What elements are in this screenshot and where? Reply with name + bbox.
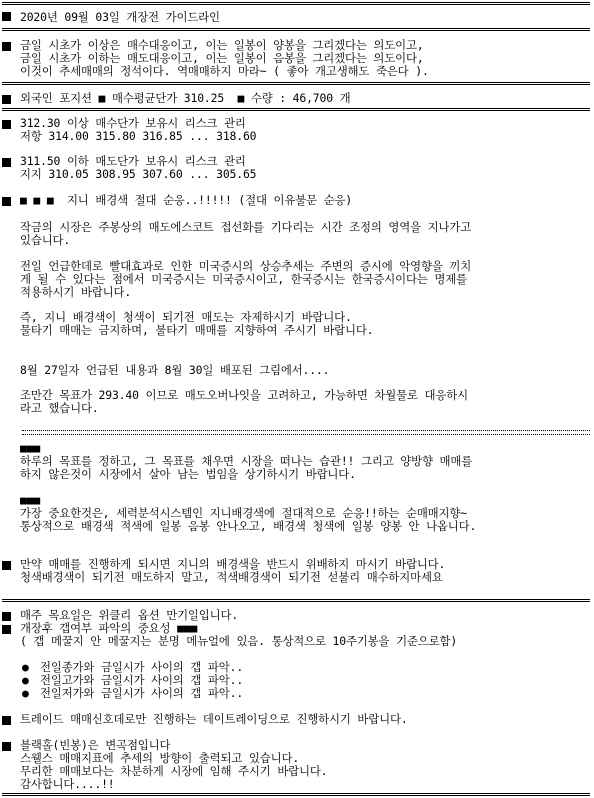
dotted-rule (22, 430, 590, 431)
title-bullet (2, 12, 15, 23)
text-line: 312.30 이상 매수단가 보유시 리스크 관리 (20, 116, 246, 130)
section-bullet (2, 561, 15, 572)
text-line: 물타기 매매는 금지하며, 불타기 매매를 지향하여 주시기 바랍니다. (20, 323, 374, 337)
text-line: 라고 했습니다. (20, 401, 99, 415)
double-rule (2, 599, 590, 602)
text-line: 하루의 목표를 정하고, 그 목표를 채우면 시장을 떠나는 습관!! 그리고 양방향 매매를 (20, 454, 473, 468)
text-line: 이것이 추세매매의 정석이다. 역매매하지 마라~ ( 좋아 개고생해도 죽은다 ). (20, 64, 429, 78)
circle-bullet: ● (22, 673, 29, 687)
section-bullet (2, 158, 15, 169)
text-line: 지지 310.05 308.95 307.60 ... 305.65 (20, 167, 257, 181)
double-rule (2, 82, 590, 85)
text-line: 개장후 갭여부 파악의 중요성 ■■■ (20, 621, 198, 635)
text-line: 외국인 포지션 ■ 매수평균단가 310.25 ■ 수량 : 46,700 개 (20, 91, 351, 105)
text-line: 작금의 시장은 주봉상의 매도에스코트 접선화를 기다리는 시간 조정의 영역을 지나가고 (20, 220, 472, 234)
text-line: 만약 매매를 진행하게 되시면 지니의 배경색을 반드시 위배하지 마시기 바랍니다. (20, 557, 446, 571)
text-line: ■ ■ ■ 지니 배경색 절대 순응..!!!!! (절대 이유불문 순응) (20, 193, 353, 207)
text-line: 스웰스 매매지표에 추세의 방향이 출력되고 있습니다. (20, 751, 300, 765)
text-line: 트레이드 매매신호데로만 진행하는 데이트레이딩으로 진행하시기 바랍니다. (20, 712, 408, 726)
title-double-rule (2, 28, 590, 31)
section-bullet (2, 197, 15, 208)
text-line: 무리한 매매보다는 차분하게 시장에 임해 주시기 바랍니다. (20, 764, 328, 778)
text-line: ( 갭 메꿀지 안 메꿀지는 분명 메뉴얼에 있음. 통상적으로 10주기봉을 기준으로함) (20, 634, 458, 648)
text-line: 전일고가와 금일시가 사이의 갭 파악.. (40, 673, 244, 687)
text-line: 하지 않은것이 시장에서 살아 남는 법임을 상기하시기 바랍니다. (20, 467, 356, 481)
section-bullet (2, 716, 15, 727)
page-title: 2020년 09월 03일 개장전 가이드라인 (20, 10, 220, 24)
text-line: 전일저가와 금일시가 사이의 갭 파악.. (40, 686, 244, 700)
text-line: 감사합니다....!! (20, 777, 115, 791)
text-line: 통상적으로 배경색 적색에 일봉 음봉 안나오고, 배경색 청색에 일봉 양봉 안 나옵니다. (20, 519, 477, 533)
text-line: 8월 27일자 언급된 내용과 8월 30일 배포된 그림에서.... (20, 363, 330, 377)
text-line: 적용하시기 바랍니다. (20, 285, 132, 299)
double-rule (2, 108, 590, 111)
text-line: 311.50 이하 매도단가 보유시 리스크 관리 (20, 154, 246, 168)
text-line: ■■■ (20, 441, 41, 455)
text-line: 전일종가와 금일시가 사이의 갭 파악.. (40, 660, 244, 674)
text-line: 블랙홀(빈봉)은 변곡점입니다 (20, 738, 171, 752)
circle-bullet: ● (22, 660, 29, 674)
text-line: 청색배경색이 되기전 매도하지 말고, 적색배경색이 되기전 섣불리 매수하지마세요 (20, 570, 443, 584)
text-line: 금일 시초가 이하는 매도대응이고, 이는 일봉이 음봉을 그리겠다는 의도이다, (20, 51, 424, 65)
circle-bullet: ● (22, 686, 29, 700)
section-bullet (2, 612, 15, 623)
text-line: 저항 314.00 315.80 316.85 ... 318.60 (20, 129, 257, 143)
section-bullet (2, 120, 15, 131)
section-bullet (2, 42, 15, 53)
top-double-rule (2, 2, 590, 5)
dotted-rule (22, 434, 590, 435)
text-line: 매주 목요일은 위클리 옵션 만기일입니다. (20, 608, 239, 622)
text-line: 조만간 목표가 293.40 이므로 매도오버나잇을 고려하고, 가능하면 차월물로 대응하시 (20, 388, 468, 402)
text-line: ■■■ (20, 493, 41, 507)
section-bullet (2, 625, 15, 636)
text-line: 즉, 지니 배경색이 청색이 되기전 매도는 자제하시기 바랍니다. (20, 310, 352, 324)
section-bullet (2, 95, 15, 106)
text-line: 있습니다. (20, 233, 71, 247)
section-bullet (2, 742, 15, 753)
bottom-double-rule (2, 793, 590, 796)
text-line: 전일 언급한데로 빨대효과로 인한 미국증시의 상승추세는 주변의 증시에 악영향을 끼치 (20, 259, 472, 273)
text-line: 금일 시초가 이상은 매수대응이고, 이는 일봉이 양봉을 그리겠다는 의도이고, (20, 38, 424, 52)
text-line: 가장 중요한것은, 세력분석시스템인 지니배경색에 절대적으로 순응!!하는 순매매지향~ (20, 506, 467, 520)
text-line: 게 될 수 있다는 점에서 미국증시는 미국증시이고, 한국증시는 한국증시이다는 명제를 (20, 272, 467, 286)
